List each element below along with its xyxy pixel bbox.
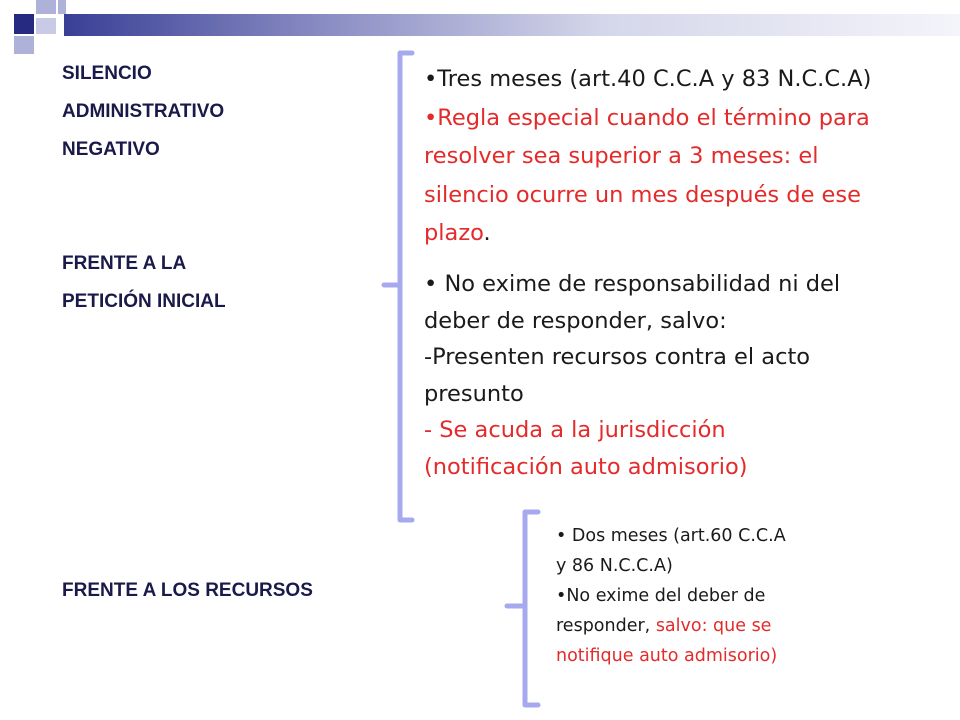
corner-square-dark-2 bbox=[58, 0, 66, 14]
exception-recursos-line-2: presunto bbox=[424, 380, 524, 407]
regla-line-2: resolver sea superior a 3 meses: el bbox=[424, 143, 819, 169]
exception-jurisdiccion-line-1: - Se acuda a la jurisdicción bbox=[424, 417, 726, 443]
no-exime-deber-line-2 bbox=[556, 611, 956, 641]
initial-label-line-1: FRENTE A LA bbox=[62, 253, 187, 274]
title-line-1: SILENCIO bbox=[62, 63, 152, 84]
no-exime-deber-salvo: salvo: que se bbox=[655, 616, 772, 636]
no-exime-deber-line-1-text: No exime del deber de bbox=[566, 586, 766, 606]
no-exime-line-1: • No exime de responsabilidad ni del bbox=[424, 271, 841, 297]
initial-petition-content bbox=[424, 60, 944, 253]
no-exime-deber-line-3: notifique auto admisorio) bbox=[556, 646, 778, 666]
exception-jurisdiccion bbox=[424, 412, 944, 485]
regla-period: . bbox=[483, 220, 491, 246]
corner-square-light-3 bbox=[36, 18, 56, 34]
exception-recursos bbox=[424, 339, 944, 412]
regla-line-1: •Regla especial cuando el término para bbox=[424, 104, 870, 131]
title-line-3: NEGATIVO bbox=[62, 139, 160, 160]
corner-square-light-1 bbox=[36, 0, 56, 14]
dos-meses-line-2: y 86 N.C.C.A) bbox=[556, 556, 673, 576]
exception-jurisdiccion-line-2: (notificación auto admisorio) bbox=[424, 453, 748, 480]
corner-square-dark-1 bbox=[14, 14, 34, 34]
initial-exceptions-content bbox=[424, 266, 944, 485]
regla-line-4 bbox=[424, 214, 944, 253]
dos-meses-line-1-text: Dos meses (art.60 C.C.A bbox=[571, 526, 786, 546]
no-exime-line-1-text: No exime de responsabilidad ni del bbox=[444, 271, 841, 297]
bullet-no-exime-deber bbox=[556, 581, 956, 671]
no-exime-deber-line-1: •No exime del deber de bbox=[556, 586, 766, 606]
no-exime-deber-responder: responder, bbox=[556, 616, 651, 636]
bullet-dos-meses bbox=[556, 521, 956, 581]
regla-line-3: silencio ocurre un mes después de ese bbox=[424, 181, 861, 208]
exception-recursos-line-1: -Presenten recursos contra el acto bbox=[424, 344, 811, 370]
top-gradient-bar bbox=[64, 14, 960, 36]
initial-label-line-2: PETICIÓN INICIAL bbox=[62, 291, 226, 312]
title-silencio-administrativo bbox=[62, 55, 224, 169]
dos-meses-line-1: • Dos meses (art.60 C.C.A bbox=[556, 526, 786, 546]
label-peticion-inicial bbox=[62, 245, 226, 321]
bullet-no-exime bbox=[424, 266, 944, 339]
label-recursos: FRENTE A LOS RECURSOS bbox=[62, 580, 313, 601]
appeals-content bbox=[556, 521, 956, 671]
no-exime-line-2: deber de responder, salvo: bbox=[424, 307, 727, 334]
regla-line-1-text: Regla especial cuando el término para bbox=[437, 104, 870, 131]
title-line-2: ADMINISTRATIVO bbox=[62, 101, 225, 122]
corner-square-light-2 bbox=[14, 36, 34, 54]
bullet-regla-especial bbox=[424, 99, 944, 253]
bullet-tres-meses-text: Tres meses (art.40 C.C.A y 83 N.C.C.A) bbox=[437, 66, 872, 92]
regla-line-4-text: plazo bbox=[424, 220, 484, 246]
bullet-tres-meses: •Tres meses (art.40 C.C.A y 83 N.C.C.A) bbox=[424, 66, 872, 92]
